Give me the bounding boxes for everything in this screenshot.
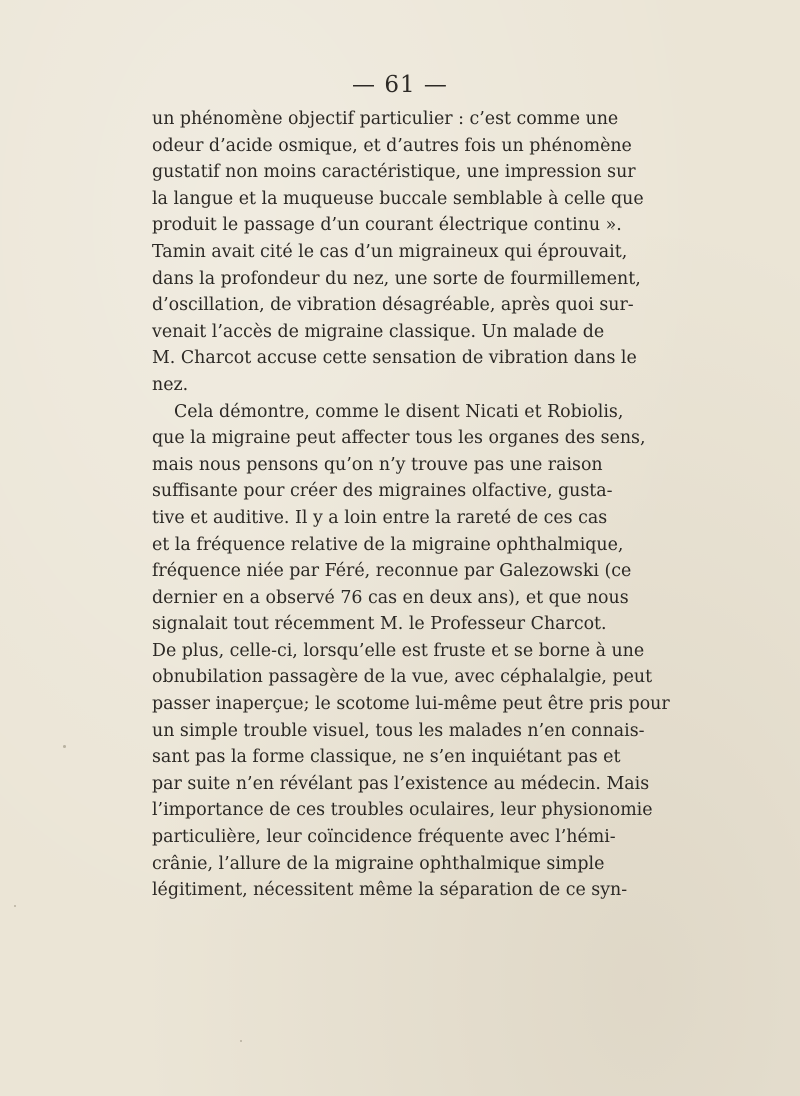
- text-line: Tamin avait cité le cas d’un migraineux qui éprouvait,: [152, 241, 628, 262]
- body-text: [152, 106, 670, 904]
- text-line: venait l’accès de migraine classique. Un malade de: [152, 321, 605, 342]
- paper-speck: [240, 1040, 242, 1042]
- text-line: crânie, l’allure de la migraine ophthalmique simple: [152, 853, 605, 874]
- text-line: et la fréquence relative de la migraine ophthalmique,: [152, 534, 624, 555]
- text-line: tive et auditive. Il y a loin entre la rareté de ces cas: [152, 507, 608, 528]
- text-line: nez.: [152, 374, 189, 395]
- text-line: Cela démontre, comme le disent Nicati et Robiolis,: [174, 401, 624, 422]
- text-line: suffisante pour créer des migraines olfactive, gusta-: [152, 481, 613, 502]
- text-line: obnubilation passagère de la vue, avec céphalalgie, peut: [152, 667, 653, 688]
- text-line: par suite n’en révélant pas l’existence au médecin. Mais: [152, 773, 650, 794]
- paper-speck: [612, 228, 614, 230]
- text-line: un phénomène objectif particulier : c’est comme une: [152, 109, 619, 129]
- text-line: un simple trouble visuel, tous les malades n’en connais-: [152, 720, 645, 741]
- text-line: l’importance de ces troubles oculaires, leur physionomie: [152, 800, 653, 821]
- paper-speck: [14, 905, 16, 907]
- text-line: passer inaperçue; le scotome lui-même peut être pris pour: [152, 694, 670, 715]
- text-line: odeur d’acide osmique, et d’autres fois un phénomène: [152, 135, 632, 156]
- text-line: la langue et la muqueuse buccale semblable à celle que: [152, 188, 644, 209]
- page-number: — 61 —: [352, 72, 448, 98]
- text-line: que la migraine peut affecter tous les organes des sens,: [152, 428, 646, 449]
- text-line: légitiment, nécessitent même la séparation de ce syn-: [152, 880, 628, 901]
- text-line: dans la profondeur du nez, une sorte de fourmillement,: [152, 268, 641, 289]
- text-line: De plus, celle-ci, lorsqu’elle est fruste et se borne à une: [152, 640, 645, 661]
- text-line: mais nous pensons qu’on n’y trouve pas une raison: [152, 454, 603, 475]
- text-line: signalait tout récemment M. le Professeur Charcot.: [152, 614, 607, 635]
- text-line: d’oscillation, de vibration désagréable, après quoi sur-: [152, 295, 634, 316]
- text-line: fréquence niée par Féré, reconnue par Galezowski (ce: [152, 561, 632, 582]
- text-line: produit le passage d’un courant électrique continu ».: [152, 215, 622, 236]
- text-line: particulière, leur coïncidence fréquente avec l’hémi-: [152, 827, 616, 848]
- text-line: sant pas la forme classique, ne s’en inquiétant pas et: [152, 747, 621, 768]
- text-line: dernier en a observé 76 cas en deux ans), et que nous: [152, 587, 629, 608]
- text-line: gustatif non moins caractéristique, une impression sur: [152, 162, 636, 183]
- text-line: M. Charcot accuse cette sensation de vibration dans le: [152, 348, 637, 369]
- paper-speck: [63, 745, 66, 748]
